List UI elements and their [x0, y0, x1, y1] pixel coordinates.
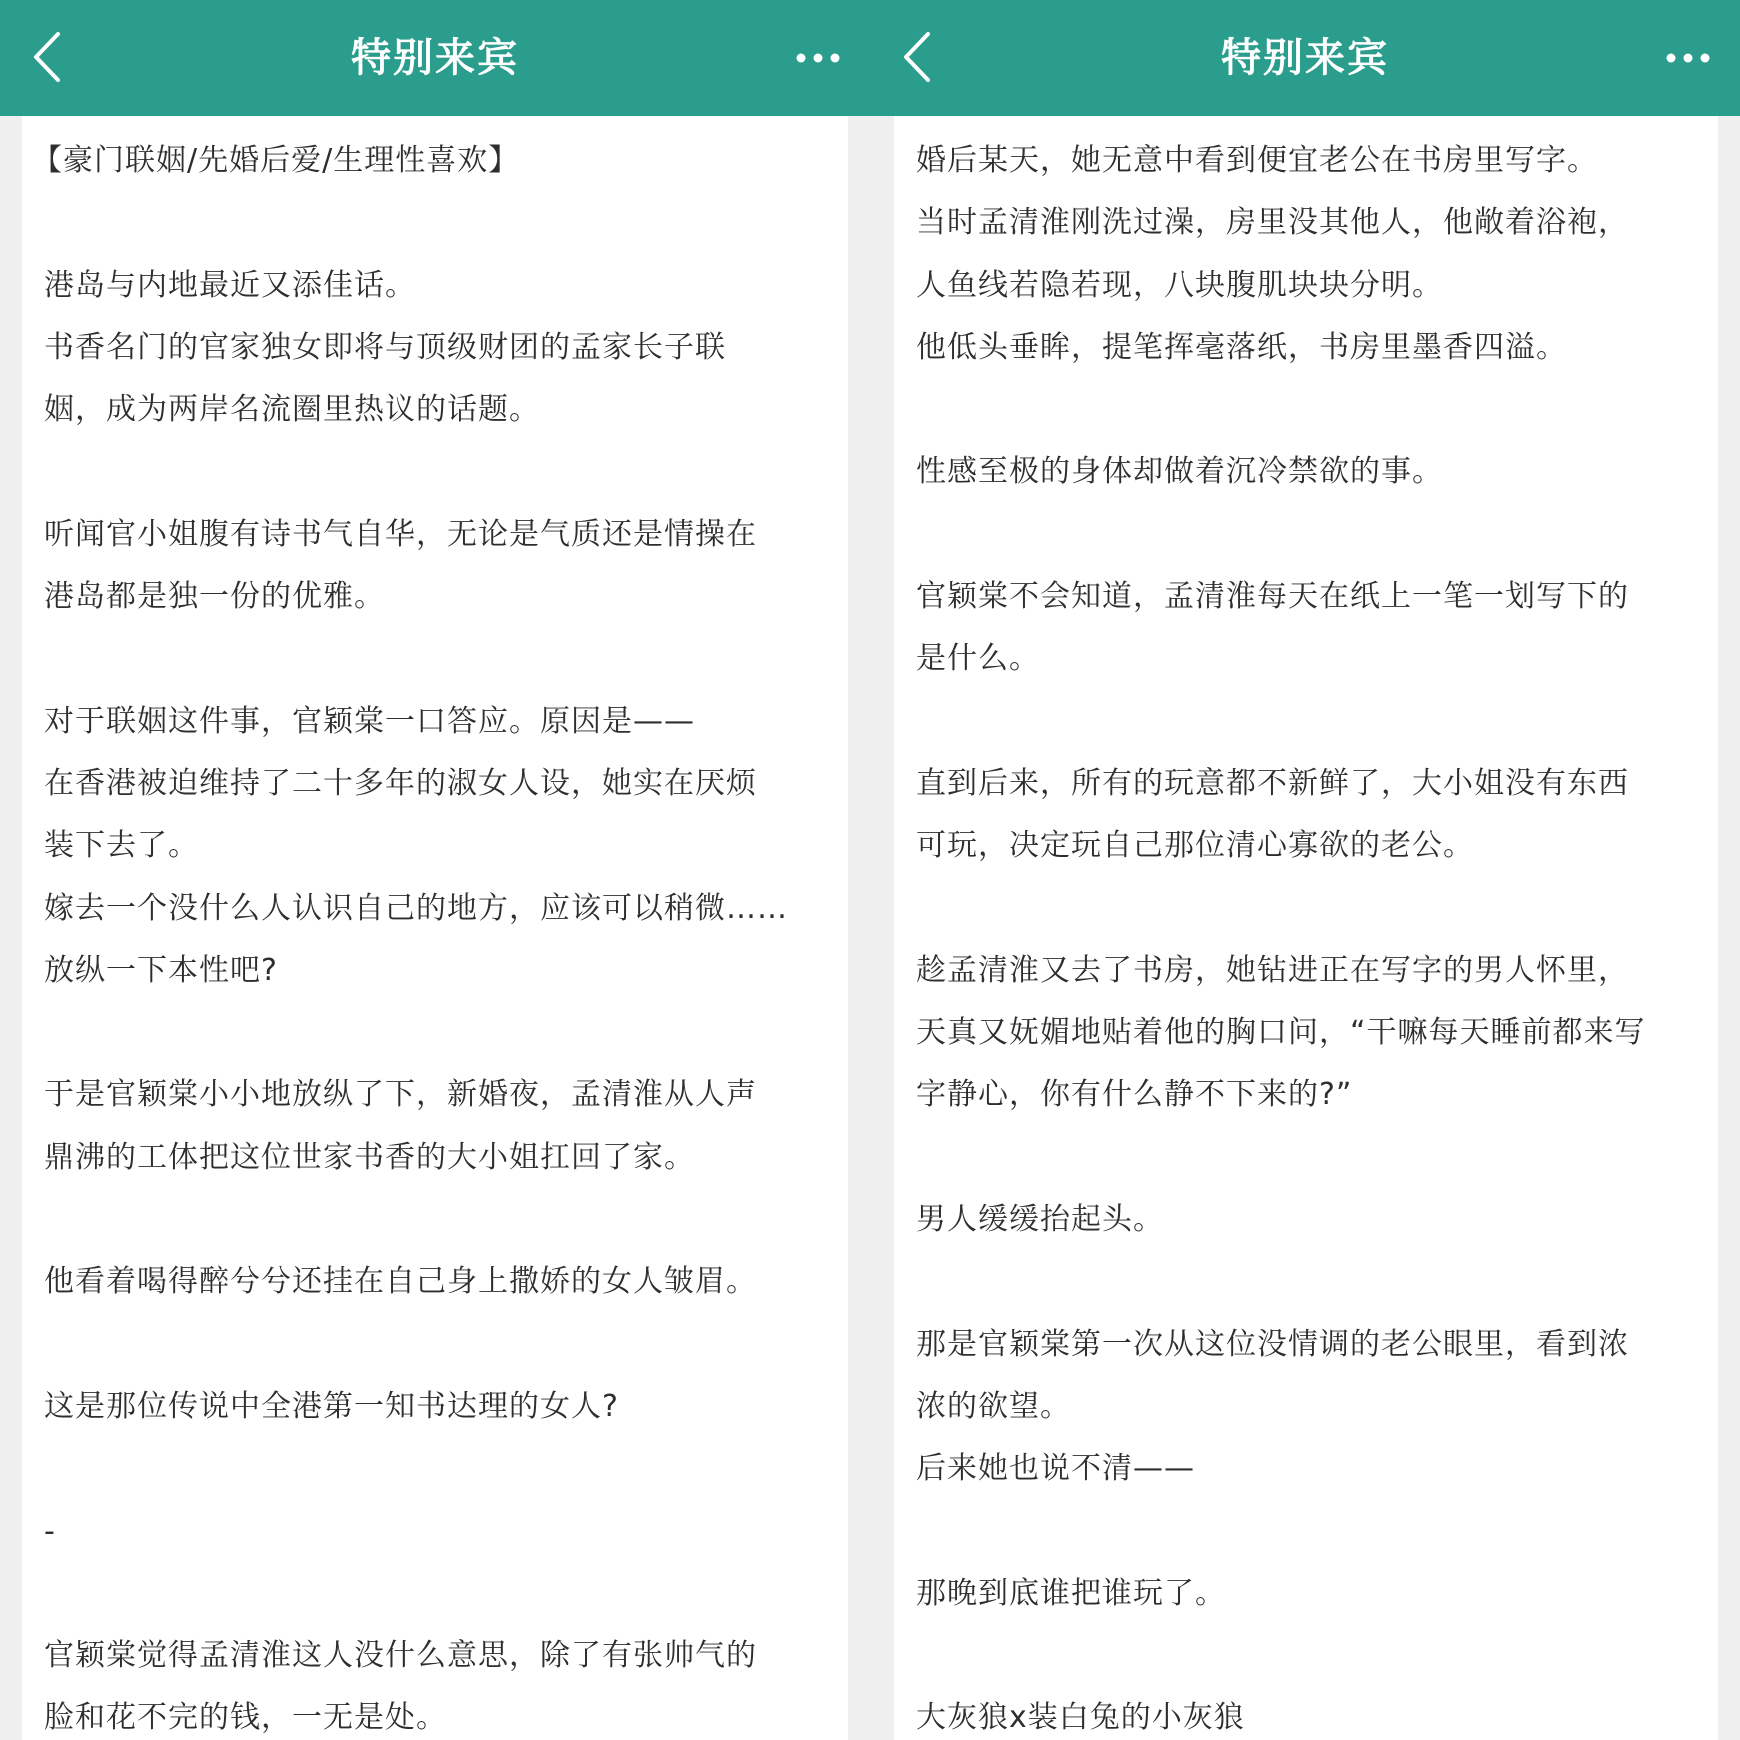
text-line: 直到后来，所有的玩意都不新鲜了，大小姐没有东西	[916, 765, 1629, 801]
page-title: 特别来宾	[1221, 35, 1389, 81]
text-line: 是什么。	[916, 641, 1040, 677]
more-horizontal-icon	[790, 36, 846, 80]
synopsis-text[interactable]	[32, 130, 830, 1740]
genre-tags: 【豪门联姻/先婚后爱/生理性喜欢】	[32, 143, 520, 178]
paragraph-gap	[916, 1127, 1700, 1189]
text-line: 婚后某天，她无意中看到便宜老公在书房里写字。	[916, 143, 1598, 178]
text-line: 男人缓缓抬起头。	[916, 1202, 1164, 1238]
text-line: 对于联姻这件事，官颖棠一口答应。原因是——	[44, 703, 695, 739]
paragraph-gap	[44, 1314, 830, 1376]
text-line: 天真又妩媚地贴着他的胸口问，“干嘛每天睡前都来写	[916, 1015, 1646, 1051]
text-line: 趁孟清淮又去了书房，她钻进正在写字的男人怀里，	[916, 952, 1629, 988]
paragraph-gap	[916, 691, 1700, 753]
text-line: 放纵一下本性吧?	[44, 952, 278, 988]
text-line: 浓的欲望。	[916, 1388, 1071, 1424]
paragraph-gap	[44, 1002, 830, 1064]
text-line: 港岛与内地最近又添佳话。	[44, 267, 416, 303]
synopsis-card	[894, 116, 1718, 1740]
text-line: 那晚到底谁把谁玩了。	[916, 1575, 1226, 1611]
section-divider-dash: -	[44, 1513, 56, 1549]
text-line: 人鱼线若隐若现，八块腹肌块块分明。	[916, 267, 1443, 303]
text-line: 装下去了。	[44, 828, 199, 864]
synopsis-card	[22, 116, 848, 1740]
more-options-button[interactable]	[790, 36, 846, 80]
paragraph-gap	[916, 504, 1700, 566]
text-line: 姻，成为两岸名流圈里热议的话题。	[44, 392, 540, 428]
paragraph-gap	[44, 1189, 830, 1251]
text-line: 当时孟清淮刚洗过澡，房里没其他人，他敞着浴袍，	[916, 205, 1629, 241]
paragraph-gap	[44, 192, 830, 254]
text-line: 他低头垂眸，提笔挥毫落纸，书房里墨香四溢。	[916, 329, 1567, 365]
text-line: 于是官颖棠小小地放纵了下，新婚夜，孟清淮从人声	[44, 1077, 757, 1113]
more-horizontal-icon	[1660, 36, 1716, 80]
text-line: 嫁去一个没什么人认识自己的地方，应该可以稍微……	[44, 890, 788, 926]
text-line: 后来她也说不清——	[916, 1451, 1195, 1487]
text-line: 港岛都是独一份的优雅。	[44, 579, 385, 615]
paragraph-gap	[916, 878, 1700, 940]
text-line: 大灰狼x装白兔的小灰狼	[916, 1700, 1245, 1736]
text-line: 他看着喝得醉兮兮还挂在自己身上撒娇的女人皱眉。	[44, 1264, 757, 1300]
text-line: 书香名门的官家独女即将与顶级财团的孟家长子联	[44, 329, 726, 365]
synopsis-text[interactable]	[916, 130, 1700, 1740]
top-navigation-bar	[870, 0, 1740, 116]
paragraph-gap	[44, 1563, 830, 1625]
text-line: 性感至极的身体却做着沉冷禁欲的事。	[916, 454, 1443, 490]
paragraph-gap	[916, 379, 1700, 441]
text-line: 官颖棠不会知道，孟清淮每天在纸上一笔一划写下的	[916, 579, 1629, 615]
more-options-button[interactable]	[1660, 36, 1716, 80]
right-screen	[870, 0, 1740, 1740]
text-line: 脸和花不完的钱，一无是处。	[44, 1700, 447, 1736]
text-line: 在香港被迫维持了二十多年的淑女人设，她实在厌烦	[44, 765, 757, 801]
text-line: 字静心，你有什么静不下来的?”	[916, 1077, 1353, 1113]
text-line: 鼎沸的工体把这位世家书香的大小姐扛回了家。	[44, 1139, 695, 1175]
paragraph-gap	[916, 1501, 1700, 1563]
paragraph-gap	[916, 1251, 1700, 1313]
paragraph-gap	[44, 1438, 830, 1500]
page-title: 特别来宾	[351, 35, 519, 81]
paragraph-gap	[44, 628, 830, 690]
paragraph-gap	[44, 441, 830, 503]
top-navigation-bar	[0, 0, 870, 116]
text-line: 那是官颖棠第一次从这位没情调的老公眼里，看到浓	[916, 1326, 1629, 1362]
text-line: 听闻官小姐腹有诗书气自华，无论是气质还是情操在	[44, 516, 757, 552]
text-line: 可玩，决定玩自己那位清心寡欲的老公。	[916, 828, 1474, 864]
text-line: 这是那位传说中全港第一知书达理的女人?	[44, 1388, 619, 1424]
text-line: 官颖棠觉得孟清淮这人没什么意思，除了有张帅气的	[44, 1638, 757, 1674]
paragraph-gap	[916, 1625, 1700, 1687]
